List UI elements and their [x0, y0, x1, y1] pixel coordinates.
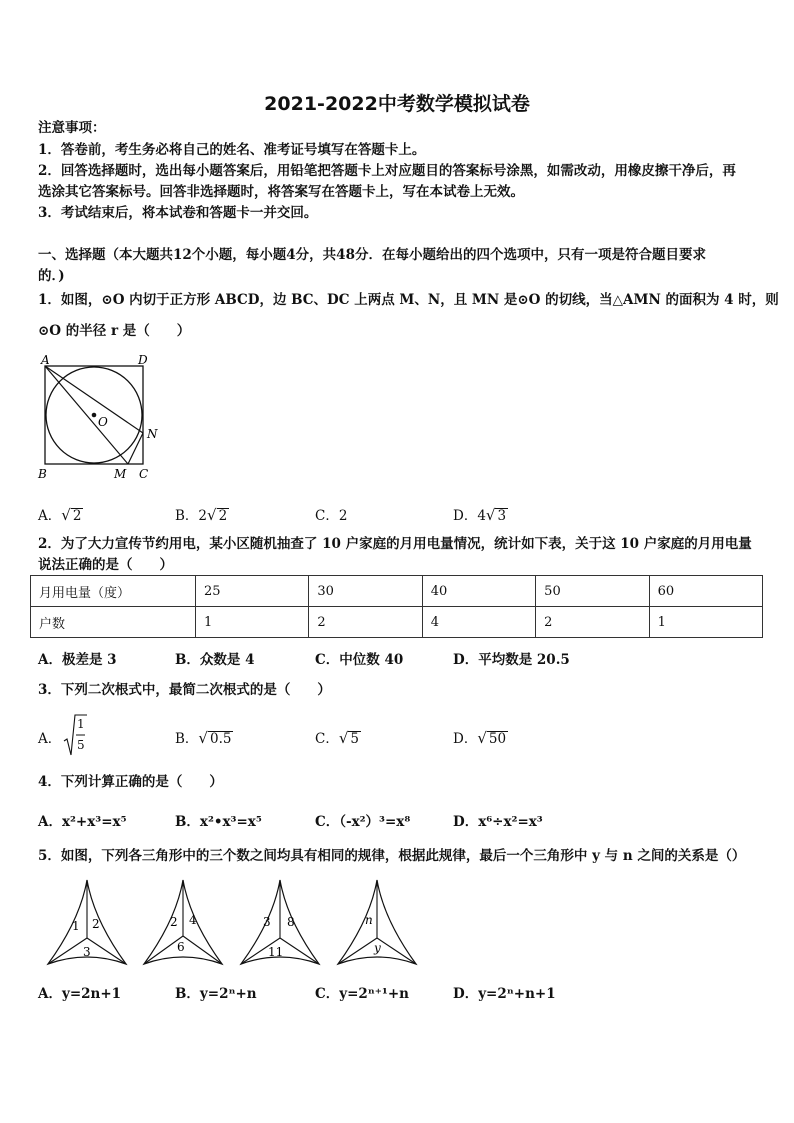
table-cell: 2 — [309, 607, 422, 638]
q2-option-a[interactable]: A．极差是 3 — [38, 652, 117, 668]
label-c: C — [139, 467, 149, 481]
option-letter: B． — [175, 731, 199, 747]
option-letter: D． — [453, 508, 478, 524]
q2-option-c[interactable]: C．中位数 40 — [315, 652, 404, 668]
triangle-2-bottom: 6 — [177, 940, 185, 954]
q3-option-b[interactable] — [175, 727, 233, 747]
q3-option-c[interactable] — [315, 727, 361, 747]
option-letter: C． — [315, 731, 339, 747]
table-cell: 50 — [536, 576, 649, 607]
label-m: M — [114, 467, 127, 481]
triangle-4 — [338, 880, 416, 964]
q5-figure — [40, 876, 440, 968]
triangle-1 — [48, 880, 126, 964]
table-cell: 1 — [196, 607, 309, 638]
notes-item: 3．考试结束后，将本试卷和答题卡一并交回。 — [38, 205, 318, 221]
option-letter: C． — [315, 508, 339, 524]
triangle-3-right: 8 — [287, 915, 295, 929]
triangle-4-left: n — [365, 913, 373, 927]
notes-heading: 注意事项： — [38, 120, 106, 136]
radicand: 2 — [72, 508, 82, 524]
q3-option-d[interactable] — [453, 727, 508, 747]
coefficient: 2 — [198, 508, 208, 524]
radical-icon: √ — [338, 729, 349, 747]
q1-figure — [34, 352, 164, 484]
table-cell: 25 — [196, 576, 309, 607]
q4-option-b[interactable]: B．x²•x³=x⁵ — [175, 814, 262, 830]
q1-stem-cont: ⊙O 的半径 r 是（ ） — [38, 323, 191, 339]
label-n: N — [147, 427, 158, 441]
table-row — [31, 576, 763, 607]
table-cell: 4 — [422, 607, 535, 638]
q5-option-c[interactable]: C．y=2ⁿ⁺¹+n — [315, 986, 409, 1002]
radical-icon: √ — [485, 506, 496, 524]
page-title: 2021-2022中考数学模拟试卷 — [264, 93, 530, 115]
triangle-2 — [144, 880, 222, 964]
q5-option-b[interactable]: B．y=2ⁿ+n — [175, 986, 257, 1002]
q3-stem: 3．下列二次根式中，最简二次根式的是（ ） — [38, 682, 331, 698]
radical-icon: √ — [61, 506, 71, 524]
q4-option-d[interactable]: D．x⁶÷x²=x³ — [453, 814, 543, 830]
radical-icon: √ — [477, 729, 487, 747]
q1-stem: 1．如图，⊙O 内切于正方形 ABCD，边 BC、DC 上两点 M、N，且 MN 是⊙O 的切线，当△AMN 的面积为 4 时，则 — [38, 292, 779, 308]
option-letter: A． — [38, 508, 62, 524]
q4-option-a[interactable]: A．x²+x³=x⁵ — [38, 814, 127, 830]
radicand: 3 — [497, 508, 507, 524]
label-o: O — [98, 415, 108, 429]
triangle-3-bottom: 11 — [268, 945, 284, 959]
q1-option-a[interactable] — [38, 504, 83, 524]
table-cell: 月用电量（度） — [31, 576, 196, 607]
table-cell: 2 — [536, 607, 649, 638]
notes-item: 1．答卷前，考生务必将自己的姓名、准考证号填写在答题卡上。 — [38, 142, 426, 158]
q5-stem: 5．如图，下列各三角形中的三个数之间均具有相同的规律，根据此规律，最后一个三角形中 y 与 n 之间的关系是（） — [38, 848, 746, 864]
q1-option-b[interactable] — [175, 504, 229, 524]
triangle-1-right: 2 — [92, 917, 100, 931]
section-heading-cont: 的．) — [38, 268, 65, 284]
q4-stem: 4．下列计算正确的是（ ） — [38, 774, 223, 790]
triangle-4-bottom: y — [374, 941, 381, 955]
table-cell: 40 — [422, 576, 535, 607]
q2-stem: 2．为了大力宣传节约用电，某小区随机抽查了 10 户家庭的月用电量情况，统计如下表，关于这 10 户家庭的月用电量 — [38, 536, 752, 552]
q4-option-c[interactable]: C．（-x²）³=x⁸ — [315, 814, 411, 830]
table-row — [31, 607, 763, 638]
coefficient: 2 — [338, 508, 348, 524]
radical-icon: √ — [198, 729, 208, 747]
triangle-1-left: 1 — [72, 919, 80, 933]
q2-table — [30, 575, 763, 638]
q5-option-d[interactable]: D．y=2ⁿ+n+1 — [453, 986, 556, 1002]
label-a: A — [41, 353, 50, 367]
notes-item: 选涂其它答案标号。回答非选择题时，将答案写在答题卡上，写在本试卷上无效。 — [38, 184, 524, 200]
table-cell: 30 — [309, 576, 422, 607]
denominator: 5 — [77, 738, 85, 752]
q5-option-a[interactable]: A．y=2n+1 — [38, 986, 122, 1002]
coefficient: 4 — [477, 508, 486, 524]
label-d: D — [138, 353, 148, 367]
triangle-1-bottom: 3 — [83, 945, 91, 959]
radicand: 2 — [218, 508, 228, 524]
numerator: 1 — [77, 717, 85, 731]
table-cell: 60 — [649, 576, 762, 607]
triangle-2-left: 2 — [170, 915, 178, 929]
q2-stem-cont: 说法正确的是（ ） — [38, 557, 173, 573]
option-letter: D． — [453, 731, 478, 747]
q2-option-b[interactable]: B．众数是 4 — [175, 652, 255, 668]
radicand: 50 — [488, 731, 507, 747]
table-cell: 1 — [649, 607, 762, 638]
radicand: 0.5 — [209, 731, 232, 747]
notes-item: 2．回答选择题时，选出每小题答案后，用铅笔把答题卡上对应题目的答案标号涂黑，如需改动，用橡皮擦干净后，再 — [38, 163, 736, 179]
option-letter: A． — [38, 731, 62, 747]
section-heading: 一、选择题（本大题共12个小题，每小题4分，共48分．在每小题给出的四个选项中，只有一项是符合题目要求 — [38, 247, 706, 263]
q2-option-d[interactable]: D．平均数是 20.5 — [453, 652, 570, 668]
label-b: B — [38, 467, 47, 481]
q1-option-d[interactable] — [453, 504, 508, 524]
table-cell: 户数 — [31, 607, 196, 638]
option-letter: B． — [175, 508, 199, 524]
q1-option-c[interactable] — [315, 504, 347, 524]
triangle-2-right: 4 — [189, 913, 197, 927]
radicand: 5 — [350, 731, 359, 747]
radical-icon: √ — [207, 506, 217, 524]
triangle-3-left: 3 — [263, 915, 271, 929]
triangle-3 — [241, 880, 319, 964]
